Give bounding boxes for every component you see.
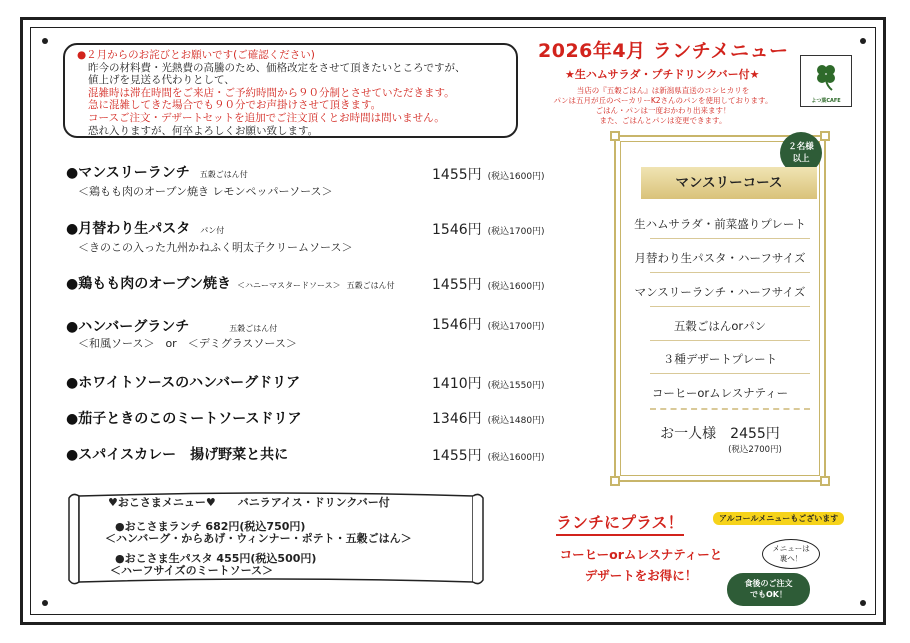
divider bbox=[650, 272, 810, 273]
item-title: ●茄子ときのこのミートソースドリア bbox=[66, 411, 302, 427]
price-tax: (税込1600円) bbox=[487, 172, 545, 182]
after-meal-badge bbox=[727, 573, 810, 606]
menu-item-desc: ＜鶏もも肉のオーブン焼き レモンペッパーソース＞ bbox=[78, 185, 333, 198]
corner-dot bbox=[42, 38, 48, 44]
item-note: パン付 bbox=[200, 226, 225, 235]
divider bbox=[650, 373, 810, 374]
frame-corner bbox=[820, 131, 830, 141]
divider bbox=[650, 340, 810, 341]
logo-text: よつ葉CAFE bbox=[811, 98, 841, 104]
price-value: 1455円 bbox=[432, 167, 482, 183]
price-value: 1455円 bbox=[432, 277, 482, 293]
price-value: 1410円 bbox=[432, 376, 482, 392]
item-title: ●マンスリーランチ bbox=[66, 165, 190, 181]
course-item: コーヒーorムレスナティー bbox=[651, 386, 789, 400]
price-value: 1346円 bbox=[432, 411, 482, 427]
note-line: メニューは bbox=[772, 544, 810, 553]
notice-box bbox=[63, 43, 518, 138]
notice-line: 値上げを見送る代わりとして、 bbox=[88, 74, 235, 87]
menu-item-desc: ＜和風ソース＞ or ＜デミグラスソース＞ bbox=[78, 337, 297, 350]
notice-line: 混雑時は滞在時間をご来店・ご予約時間から９０分制とさせていただきます。 bbox=[88, 86, 455, 99]
badge-line: 以上 bbox=[792, 154, 810, 164]
item-note: 五穀ごはん付 bbox=[199, 170, 248, 179]
menu-item-price bbox=[432, 445, 545, 465]
course-title: マンスリーコース bbox=[641, 167, 817, 199]
item-title: ●月替わり生パスタ bbox=[66, 221, 191, 237]
price-value: 1546円 bbox=[432, 222, 482, 238]
intro-line: パンは五月が丘のベーカリーK2さんのパンを使用しております。 bbox=[553, 96, 773, 105]
menu-item-price bbox=[432, 274, 545, 294]
divider bbox=[650, 408, 810, 410]
course-price: お一人様 2455円 bbox=[660, 426, 780, 442]
item-title: ●ハンバーグランチ bbox=[66, 319, 190, 335]
item-title: ●ホワイトソースのハンバーグドリア bbox=[66, 375, 301, 391]
menu-item-name bbox=[66, 444, 288, 464]
item-title: ●鶏もも肉のオーブン焼き bbox=[66, 276, 231, 292]
menu-back-note bbox=[762, 539, 820, 569]
menu-item-name bbox=[66, 273, 395, 293]
intro-line: また、ごはんとパンは変更できます。 bbox=[599, 116, 727, 125]
course-item: ３種デザートプレート bbox=[662, 352, 778, 366]
menu-item-price bbox=[432, 219, 545, 239]
price-tax: (税込1600円) bbox=[487, 282, 545, 292]
clover-icon bbox=[801, 56, 851, 96]
price-tax: (税込1480円) bbox=[487, 416, 545, 426]
menu-item-desc: ＜きのこの入った九州かねふく明太子クリームソース＞ bbox=[78, 241, 353, 254]
item-note: 五穀ごはん付 bbox=[346, 281, 395, 290]
divider bbox=[650, 306, 810, 307]
plus-text: デザートをお得に！ bbox=[584, 568, 698, 583]
menu-item-price bbox=[432, 373, 545, 393]
frame-corner bbox=[610, 476, 620, 486]
item-note: 五穀ごはん付 bbox=[229, 324, 278, 333]
corner-dot bbox=[860, 600, 866, 606]
intro-line: ごはん・パンは一度おかわり出来ます！ bbox=[595, 106, 731, 115]
price-tax: (税込1550円) bbox=[487, 381, 545, 391]
page-title: 2026年4月 ランチメニュー bbox=[538, 40, 789, 62]
price-tax: (税込1700円) bbox=[487, 322, 545, 332]
notice-line: 急に混雑してきた場合でも９０分でお声掛けさせて頂きます。 bbox=[88, 99, 382, 112]
page-subtitle: ★生ハムサラダ・プチドリンクバー付★ bbox=[565, 68, 760, 81]
item-note: ＜ハニーマスタードソース＞ bbox=[236, 281, 341, 290]
alcohol-badge: アルコールメニューもございます bbox=[713, 512, 844, 525]
plus-text: コーヒーorムレスナティーと bbox=[559, 547, 723, 562]
menu-item-price bbox=[432, 164, 545, 184]
item-title: ●スパイスカレー 揚げ野菜と共に bbox=[66, 447, 289, 463]
menu-item-name bbox=[66, 218, 224, 238]
menu-item-name bbox=[66, 408, 302, 428]
kids-item: ●おこさまランチ 682円(税込750円) bbox=[115, 520, 306, 533]
course-item: マンスリーランチ・ハーフサイズ bbox=[634, 285, 806, 299]
menu-item-price bbox=[432, 408, 545, 428]
divider bbox=[650, 238, 810, 239]
badge-line: 食後のご注文 bbox=[744, 579, 793, 588]
notice-line: コースご注文・デザートセットを追加でご注文頂くとお時間は問いません。 bbox=[88, 111, 445, 124]
notice-line: 恐れ入りますが、何卒よろしくお願い致します。 bbox=[88, 124, 319, 137]
notice-heading: ●２月からのお詫びとお願いです(ご確認ください) bbox=[77, 49, 315, 61]
frame-corner bbox=[610, 131, 620, 141]
menu-item-name bbox=[66, 316, 277, 336]
course-item: 五穀ごはんorパン bbox=[673, 319, 767, 333]
price-tax: (税込1600円) bbox=[487, 453, 545, 463]
corner-dot bbox=[42, 600, 48, 606]
kids-item-desc: ＜ハンバーグ・からあげ・ウィンナー・ポテト・五穀ごはん＞ bbox=[105, 532, 412, 545]
menu-item-name bbox=[66, 162, 248, 182]
kids-item: ●おこさま生パスタ 455円(税込500円) bbox=[115, 552, 317, 565]
course-tax: (税込2700円) bbox=[728, 445, 782, 455]
price-tax: (税込1700円) bbox=[487, 227, 545, 237]
price-value: 1546円 bbox=[432, 317, 482, 333]
price-value: 1455円 bbox=[432, 448, 482, 464]
kids-item-desc: ＜ハーフサイズのミートソース＞ bbox=[110, 564, 274, 577]
corner-dot bbox=[860, 38, 866, 44]
notice-line: 昨今の材料費・光熱費の高騰のため、価格改定をさせて頂きたいところですが、 bbox=[88, 61, 466, 74]
cafe-logo bbox=[800, 55, 852, 107]
badge-line: でもOK！ bbox=[750, 590, 787, 599]
intro-text bbox=[528, 86, 798, 126]
course-item: 生ハムサラダ・前菜盛りプレート bbox=[634, 217, 806, 231]
menu-item-name bbox=[66, 372, 300, 392]
kids-menu-title: ♥おこさまメニュー♥ バニラアイス・ドリンクバー付 bbox=[108, 496, 390, 509]
badge-line: ２名様 bbox=[788, 142, 814, 152]
lunch-plus-title: ランチにプラス！ bbox=[556, 510, 684, 536]
note-line: 裏へ！ bbox=[779, 554, 803, 563]
intro-line: 当店の『五穀ごはん』は新潟県直送のコシヒカリを bbox=[576, 86, 750, 95]
menu-item-price bbox=[432, 314, 545, 334]
course-item: 月替わり生パスタ・ハーフサイズ bbox=[634, 251, 806, 265]
frame-corner bbox=[820, 476, 830, 486]
